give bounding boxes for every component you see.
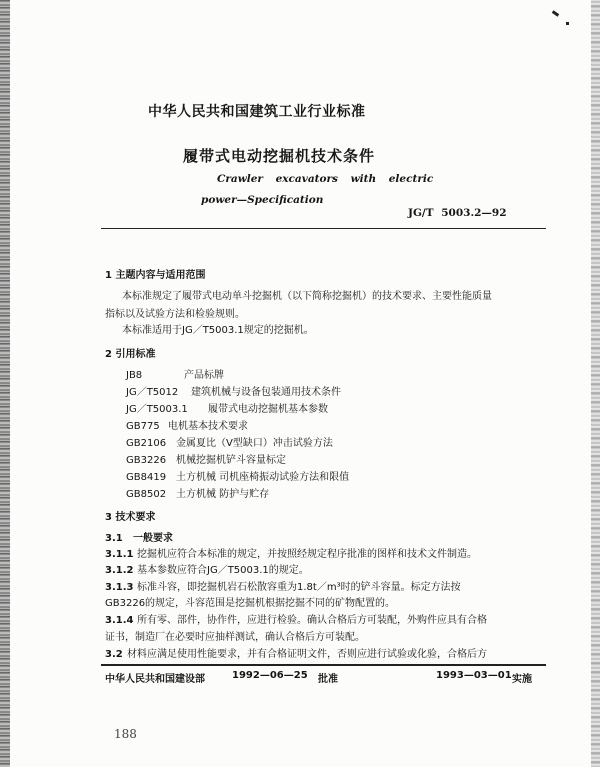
reference-code: GB8419 <box>126 472 167 483</box>
reference-item <box>126 434 333 449</box>
scan-edge-left <box>0 0 10 767</box>
reference-code: JG／T5012 <box>126 387 179 398</box>
clause-number: 3.2 <box>105 649 123 660</box>
scan-speck <box>552 10 559 16</box>
reference-item <box>126 383 341 398</box>
scan-edge-right <box>591 0 600 767</box>
reference-title: 土方机械 司机座椅振动试验方法和限值 <box>176 472 350 483</box>
reference-code: GB8502 <box>126 489 167 500</box>
clause <box>105 545 477 560</box>
effective-date: 1993—03—01 <box>436 670 512 681</box>
document-title: 履带式电动挖掘机技术条件 <box>183 147 376 165</box>
approval-label: 批准 <box>318 674 338 685</box>
section-2-heading: 2 引用标准 <box>105 349 156 360</box>
approval-date: 1992—06—25 <box>232 670 308 681</box>
reference-item <box>126 417 248 432</box>
reference-title: 机械挖掘机铲斗容量标定 <box>176 455 286 466</box>
reference-item <box>126 400 328 415</box>
section-3-heading: 3 技术要求 <box>105 512 156 523</box>
reference-item <box>126 366 224 381</box>
clause <box>105 529 173 544</box>
reference-title: 产品标牌 <box>184 370 224 381</box>
section-1-paragraph: 指标以及试验方法和检验规则。 <box>105 309 245 320</box>
effective-label: 实施 <box>512 674 532 685</box>
clause-number: 3.1.1 <box>105 549 134 560</box>
reference-code: JB8 <box>126 370 143 381</box>
english-title-line-1: Crawler excavators with electric <box>217 173 434 185</box>
footer-rule <box>101 664 546 666</box>
clause-number: 3.1.2 <box>105 565 134 576</box>
reference-title: 土方机械 防护与贮存 <box>176 489 270 500</box>
reference-title: 金属夏比（V型缺口）冲击试验方法 <box>176 438 333 449</box>
clause-continuation <box>105 594 395 609</box>
clause-number: 3.1 <box>105 533 123 544</box>
clause-number: 3.1.3 <box>105 582 134 593</box>
header-rule <box>101 228 546 229</box>
clause-text: 挖掘机应符合本标准的规定，并按照经规定程序批准的图样和技术文件制造。 <box>137 549 477 560</box>
reference-code: GB2106 <box>126 438 167 449</box>
scan-speck <box>566 22 569 25</box>
page-number: 188 <box>114 727 137 741</box>
clause-text: 所有零、部件，协作件，应进行检验。确认合格后方可装配，外购件应具有合格 <box>137 615 487 626</box>
section-1-heading: 1 主题内容与适用范围 <box>105 270 206 281</box>
standard-code: JG/T 5003.2—92 <box>408 207 507 219</box>
clause-text: 标准斗容，即挖掘机岩石松散容重为1.8t／m³时的铲斗容量。标定方法按 <box>137 582 461 593</box>
reference-title: 电机基本技术要求 <box>168 421 248 432</box>
clause-number: 3.1.4 <box>105 615 134 626</box>
reference-code: JG／T5003.1 <box>126 404 188 415</box>
clause <box>105 561 309 576</box>
reference-title: 建筑机械与设备包装通用技术条件 <box>191 387 341 398</box>
reference-item <box>126 451 286 466</box>
clause-text: 基本参数应符合JG／T5003.1的规定。 <box>137 565 309 576</box>
clause <box>105 611 487 626</box>
clause-text: 一般要求 <box>133 533 173 544</box>
clause-text: GB3226的规定，斗容范围是挖掘机根据挖掘不同的矿物配置的。 <box>105 598 396 609</box>
reference-code: GB775 <box>126 421 160 432</box>
reference-item <box>126 485 269 500</box>
reference-title: 履带式电动挖掘机基本参数 <box>208 404 328 415</box>
clause-continuation <box>105 628 365 643</box>
clause <box>105 578 461 593</box>
section-1-paragraph: 本标准适用于JG／T5003.1规定的挖掘机。 <box>122 325 314 336</box>
issuer-heading: 中华人民共和国建筑工业行业标准 <box>148 104 366 120</box>
footer-issuer: 中华人民共和国建设部 <box>105 674 205 685</box>
reference-item <box>126 468 349 483</box>
clause-text: 材料应满足使用性能要求，并有合格证明文件，否则应进行试验或化验，合格后方 <box>127 649 487 660</box>
clause-text: 证书，制造厂在必要时应抽样测试，确认合格后方可装配。 <box>105 632 365 643</box>
section-1-paragraph: 本标准规定了履带式电动单斗挖掘机（以下简称挖掘机）的技术要求、主要性能质量 <box>122 291 492 302</box>
clause <box>105 645 487 660</box>
reference-code: GB3226 <box>126 455 167 466</box>
english-title-line-2: power—Specification <box>201 194 324 206</box>
